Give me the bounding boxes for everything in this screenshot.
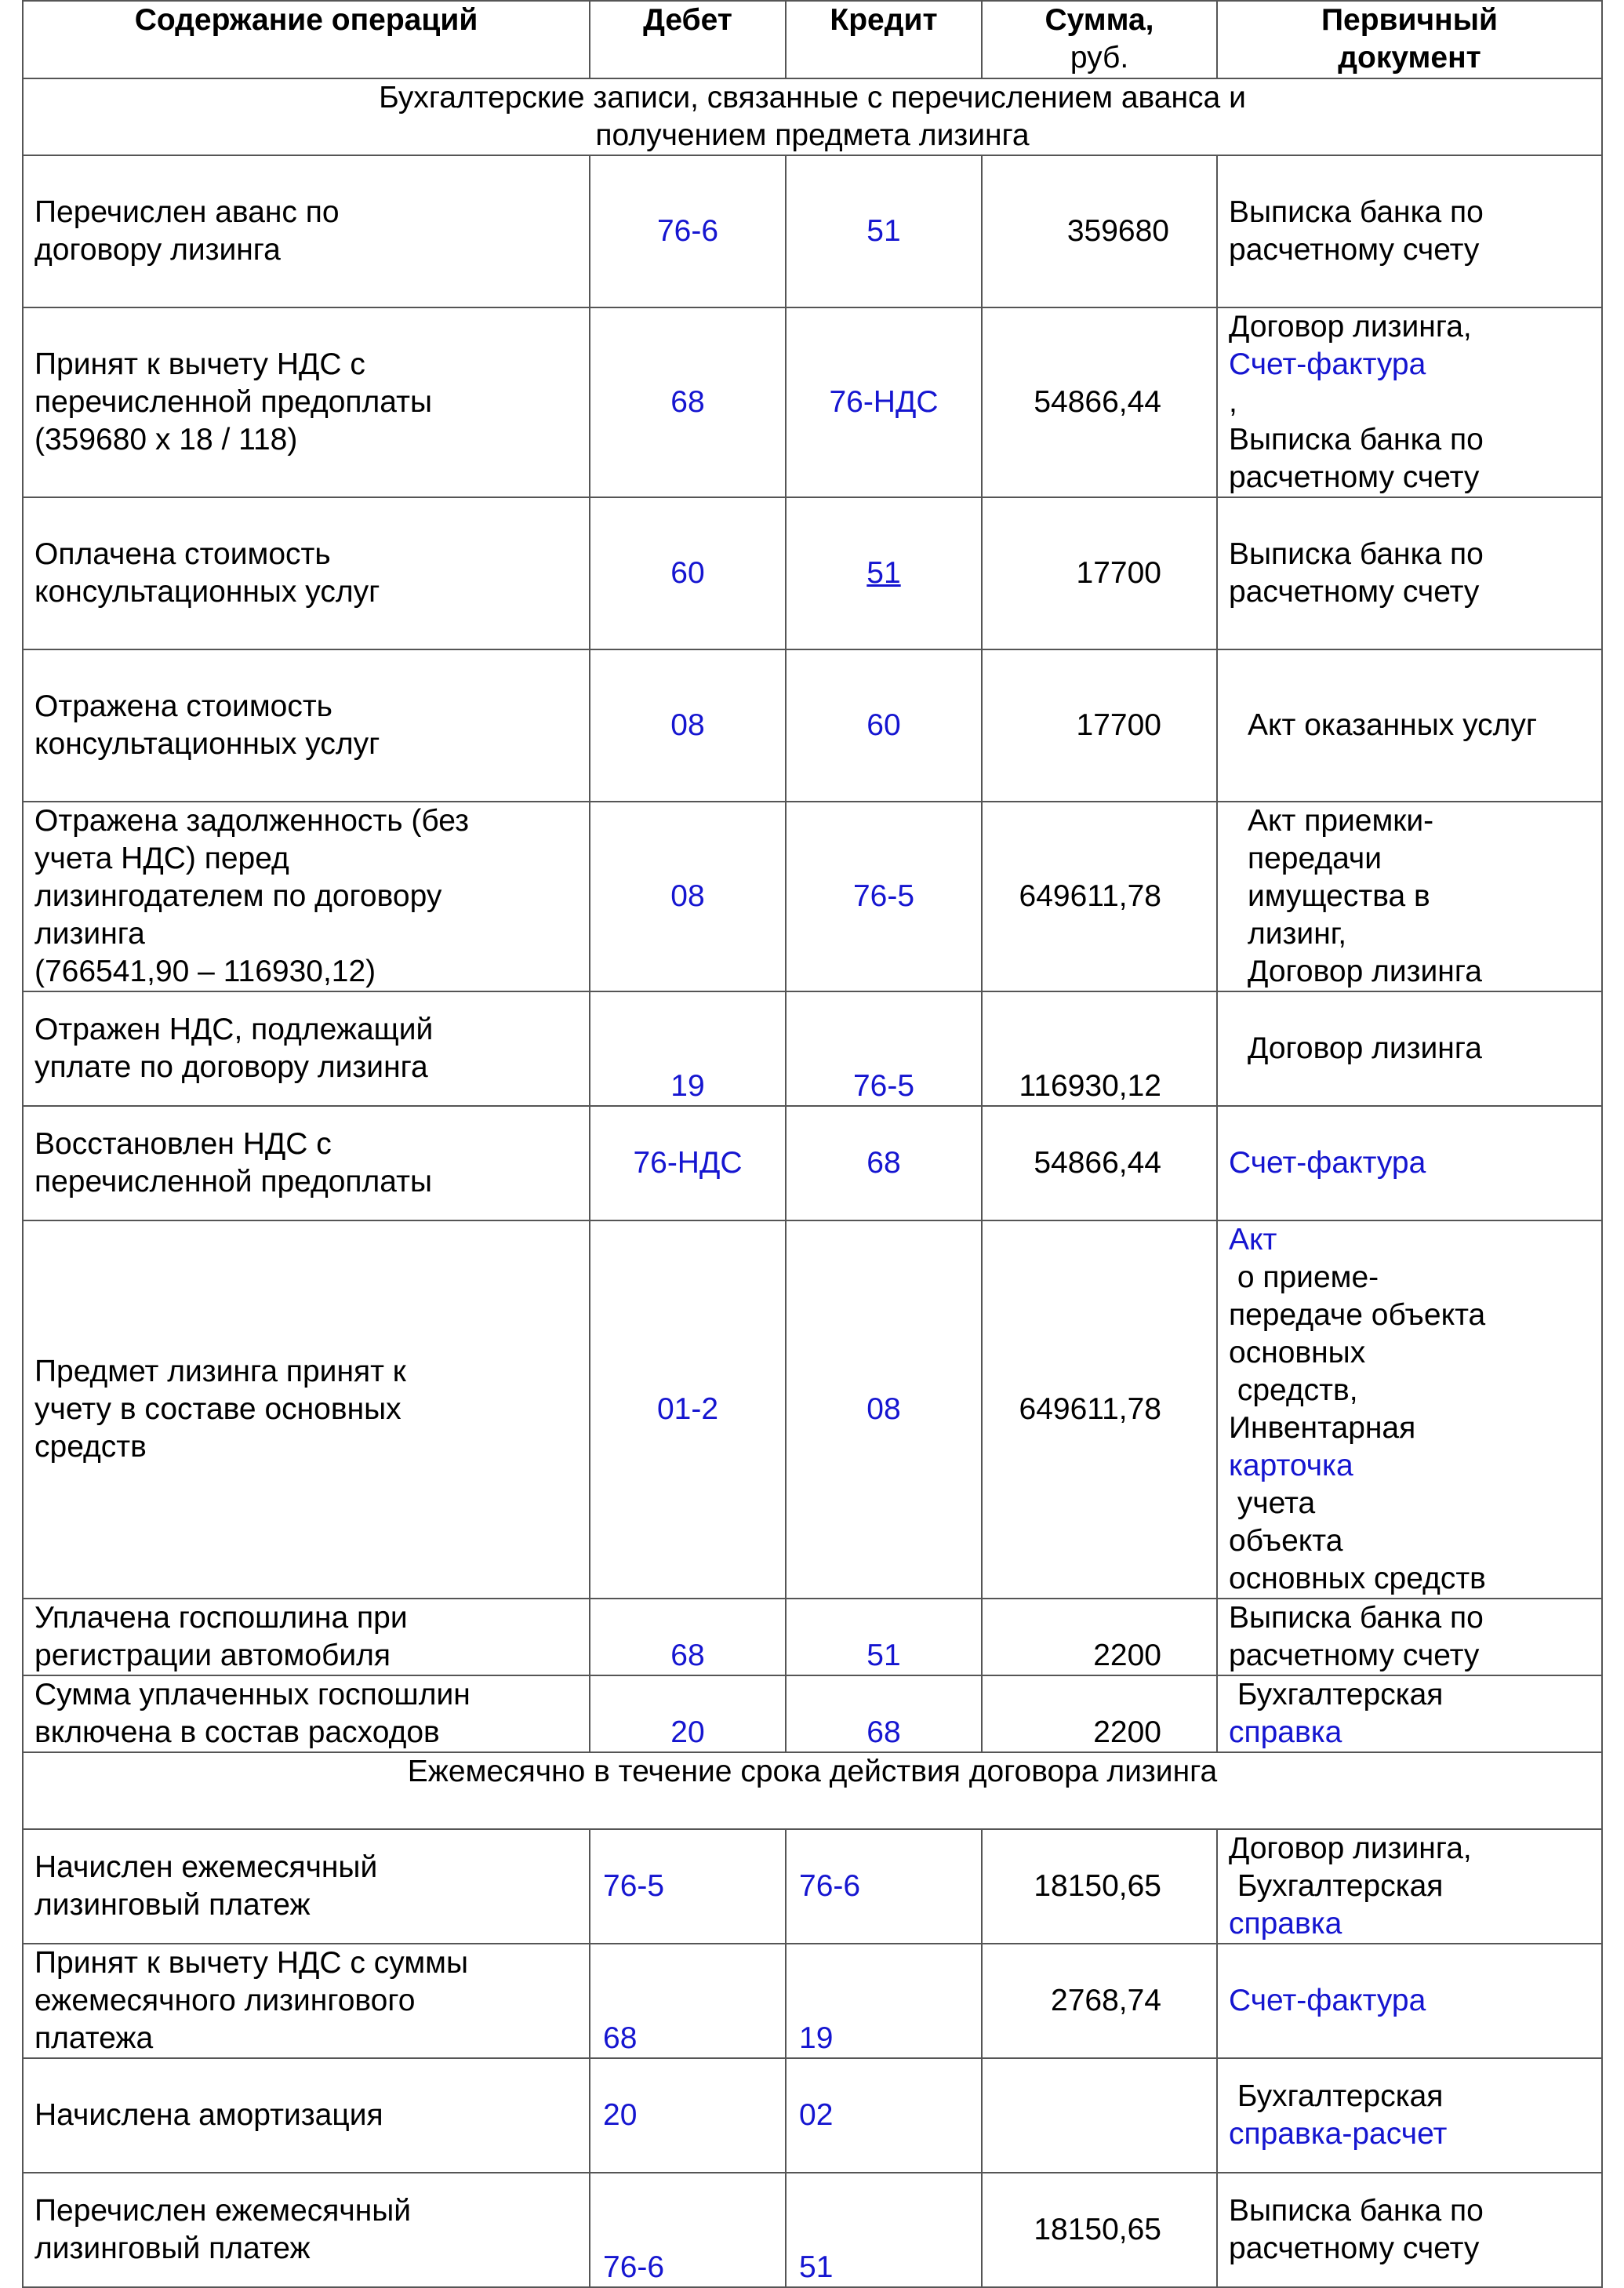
document-line: [1229, 2230, 1590, 2268]
operation-line: уплате по договору лизинга: [35, 1050, 428, 1084]
sum-cell: [982, 1220, 1217, 1599]
credit-account-link[interactable]: 68: [866, 1715, 901, 1749]
document-text: учета: [1229, 1486, 1316, 1520]
document-text: Договор лизинга,: [1229, 310, 1472, 344]
document-cell: [1217, 2058, 1602, 2173]
document-link[interactable]: Счет-фактура: [1229, 1146, 1426, 1180]
operation-line: (766541,90 – 116930,12): [35, 955, 376, 988]
operation-line: платежа: [35, 2021, 154, 2055]
operation-cell: [23, 2173, 590, 2287]
sum-value: 17700: [1076, 708, 1161, 742]
document-text: Выписка банка по: [1229, 423, 1484, 457]
operation-cell: [23, 307, 590, 497]
document-line: [1229, 1410, 1590, 1447]
document-cell: [1217, 497, 1602, 649]
operation-cell: [23, 2058, 590, 2173]
document-cell: [1217, 1220, 1602, 1599]
document-line: [1229, 194, 1590, 231]
operation-cell: [23, 1944, 590, 2058]
document-text: Бухгалтерская: [1229, 2079, 1444, 2113]
document-line: [1248, 915, 1590, 953]
operation-line: Отражен НДС, подлежащий: [35, 1013, 434, 1046]
debit-account-link[interactable]: 19: [670, 1069, 705, 1103]
document-line: [1229, 421, 1590, 459]
table-row: [23, 1220, 1602, 1599]
sum-value: 18150,65: [1034, 2213, 1161, 2246]
operation-cell: [23, 649, 590, 802]
credit-account-link[interactable]: 76-5: [852, 879, 915, 913]
debit-account-link[interactable]: 20: [670, 1715, 705, 1749]
operation-line: Отражена задолженность (без: [35, 804, 469, 838]
credit-account-link[interactable]: 76-НДС: [829, 385, 939, 419]
document-line: [1229, 536, 1590, 573]
table-row: [23, 2058, 1602, 2173]
operation-cell: [23, 1599, 590, 1675]
sum-value: 54866,44: [1034, 385, 1161, 419]
table-row: [23, 802, 1602, 991]
document-text: Договор лизинга: [1248, 1031, 1482, 1065]
document-text: лизинг,: [1248, 917, 1347, 951]
sum-value: 17700: [1076, 556, 1161, 590]
document-text: основных средств: [1229, 1562, 1486, 1595]
document-text: Выписка банка по: [1229, 2194, 1484, 2228]
operation-line: перечисленной предоплаты: [35, 385, 433, 419]
sum-value: 54866,44: [1034, 1146, 1161, 1180]
header-sum: Сумма, руб.: [982, 1, 1217, 78]
debit-cell: [590, 497, 786, 649]
document-text: расчетному счету: [1229, 1639, 1480, 1672]
debit-account-link[interactable]: 08: [670, 708, 705, 742]
debit-cell: [590, 2173, 786, 2287]
document-cell: [1217, 649, 1602, 802]
operation-line: Уплачена госпошлина при: [35, 1601, 408, 1635]
document-text: Инвентарная: [1229, 1411, 1416, 1445]
sum-value: 2768,74: [1051, 1984, 1161, 2017]
credit-cell: [786, 1829, 982, 1944]
document-text: о приеме-: [1229, 1260, 1379, 1294]
document-link[interactable]: Акт: [1229, 1223, 1277, 1257]
document-text: Выписка банка по: [1229, 537, 1484, 571]
document-line: [1229, 1830, 1590, 1868]
sum-cell: [982, 649, 1217, 802]
document-text: средств,: [1229, 1373, 1358, 1407]
document-text: Акт оказанных услуг: [1248, 708, 1538, 742]
document-line: [1229, 1676, 1590, 1714]
section-row-advance: [23, 78, 1602, 155]
debit-cell: [590, 649, 786, 802]
document-text: Бухгалтерская: [1229, 1869, 1444, 1903]
credit-cell: [786, 1106, 982, 1220]
credit-cell: [786, 155, 982, 307]
debit-account-link[interactable]: 76-6: [656, 214, 719, 248]
document-line: [1229, 1868, 1590, 1905]
table-row: [23, 1599, 1602, 1675]
credit-account-link[interactable]: 76-6: [799, 1869, 861, 1903]
credit-account-link[interactable]: 19: [799, 2021, 834, 2055]
sum-cell: [982, 1599, 1217, 1675]
credit-cell: [786, 1944, 982, 2058]
sum-cell: [982, 2173, 1217, 2287]
document-text: расчетному счету: [1229, 575, 1480, 609]
sum-cell: [982, 1829, 1217, 1944]
debit-cell: [590, 1220, 786, 1599]
document-line: [1229, 2115, 1590, 2153]
document-line: [1229, 1599, 1590, 1637]
document-text: Акт приемки-: [1248, 804, 1434, 838]
credit-cell: [786, 802, 982, 991]
credit-account-link[interactable]: 51: [866, 214, 901, 248]
operation-line: перечисленной предоплаты: [35, 1165, 433, 1199]
operation-line: Начислен ежемесячный: [35, 1850, 378, 1884]
sum-cell: [982, 802, 1217, 991]
credit-account-link[interactable]: 51: [866, 556, 901, 590]
operation-line: учету в составе основных: [35, 1392, 401, 1426]
sum-cell: [982, 2058, 1217, 2173]
document-line: [1229, 1714, 1590, 1751]
operation-cell: [23, 1829, 590, 1944]
sum-cell: [982, 1106, 1217, 1220]
operation-line: Оплачена стоимость: [35, 537, 331, 571]
table-body: [23, 78, 1602, 2287]
credit-cell: [786, 1220, 982, 1599]
leasing-entries-table: [22, 0, 1603, 2288]
header-debit: Дебет: [590, 1, 786, 78]
table-row: [23, 1944, 1602, 2058]
document-link[interactable]: справка: [1229, 1907, 1342, 1941]
document-text: Бухгалтерская: [1229, 1678, 1444, 1711]
credit-cell: [786, 497, 982, 649]
document-cell: [1217, 2173, 1602, 2287]
operation-cell: [23, 802, 590, 991]
document-text: расчетному счету: [1229, 460, 1480, 494]
header-primary-document: Первичный документ: [1217, 1, 1602, 78]
debit-account-link[interactable]: 60: [670, 556, 705, 590]
section-heading-monthly: [23, 1752, 1602, 1829]
operation-line: Начислена амортизация: [35, 2098, 383, 2132]
debit-account-link[interactable]: 68: [603, 2021, 638, 2055]
sum-cell: [982, 991, 1217, 1106]
document-line: [1248, 840, 1590, 878]
document-line: [1229, 1144, 1590, 1182]
credit-account-link[interactable]: 51: [799, 2250, 834, 2284]
document-line: [1229, 2192, 1590, 2230]
document-line: [1229, 1637, 1590, 1675]
document-text: передаче объекта: [1229, 1298, 1486, 1332]
sum-cell: [982, 155, 1217, 307]
credit-cell: [786, 1675, 982, 1752]
debit-cell: [590, 1944, 786, 2058]
document-line: [1248, 878, 1590, 915]
operation-line: (359680 х 18 / 118): [35, 423, 298, 457]
document-link[interactable]: карточка: [1229, 1449, 1353, 1482]
document-link[interactable]: справка-расчет: [1229, 2117, 1448, 2151]
operation-line: включена в состав расходов: [35, 1715, 440, 1749]
document-line: [1229, 1522, 1590, 1560]
document-cell: [1217, 155, 1602, 307]
document-cell: [1217, 1675, 1602, 1752]
debit-cell: [590, 155, 786, 307]
operation-cell: [23, 1220, 590, 1599]
operation-line: лизинговый платеж: [35, 1888, 311, 1922]
debit-account-link[interactable]: 01-2: [656, 1392, 719, 1426]
credit-cell: [786, 1599, 982, 1675]
operation-line: Сумма уплаченных госпошлин: [35, 1678, 470, 1711]
header-row: [23, 1, 1602, 78]
operation-line: лизинга: [35, 917, 145, 951]
operation-line: Отражена стоимость: [35, 689, 333, 723]
header-operation: Содержание операций: [23, 1, 590, 78]
document-line: [1229, 1560, 1590, 1598]
document-text: Договор лизинга: [1248, 955, 1482, 988]
operation-line: Принят к вычету НДС с суммы: [35, 1946, 468, 1980]
document-text: Договор лизинга,: [1229, 1831, 1472, 1865]
operation-line: консультационных услуг: [35, 727, 380, 761]
document-link[interactable]: Счет-фактура: [1229, 1984, 1426, 2017]
operation-line: Перечислен аванс по: [35, 195, 340, 229]
document-text: передачи: [1248, 842, 1382, 875]
document-line: [1229, 1372, 1590, 1410]
debit-cell: [590, 1829, 786, 1944]
operation-line: договору лизинга: [35, 233, 281, 267]
debit-account-link[interactable]: 76-НДС: [633, 1146, 743, 1180]
operation-cell: [23, 991, 590, 1106]
sum-value: 116930,12: [1019, 1069, 1161, 1103]
operation-cell: [23, 155, 590, 307]
document-text: расчетному счету: [1229, 2232, 1480, 2265]
operation-line: Принят к вычету НДС с: [35, 347, 365, 381]
document-line: [1248, 802, 1590, 840]
document-line: [1229, 459, 1590, 497]
document-text: имущества в: [1248, 879, 1430, 913]
operation-line: Перечислен ежемесячный: [35, 2194, 412, 2228]
operation-line: Предмет лизинга принят к: [35, 1355, 406, 1388]
credit-account-link[interactable]: 76-5: [852, 1069, 915, 1103]
debit-cell: [590, 1599, 786, 1675]
operation-line: лизинговый платеж: [35, 2232, 311, 2265]
credit-account-link[interactable]: 08: [866, 1392, 901, 1426]
document-line: [1229, 1447, 1590, 1522]
sum-value: 2200: [1093, 1639, 1161, 1672]
document-page: [22, 0, 1601, 2288]
credit-account-link[interactable]: 51: [866, 1639, 901, 1672]
document-cell: [1217, 1944, 1602, 2058]
document-line: [1229, 1905, 1590, 1943]
document-text: Выписка банка по: [1229, 1601, 1484, 1635]
operation-line: лизингодателем по договору: [35, 879, 442, 913]
debit-account-link[interactable]: 20: [603, 2098, 638, 2132]
document-line: [1248, 953, 1590, 991]
debit-cell: [590, 2058, 786, 2173]
document-text: объекта: [1229, 1524, 1343, 1558]
table-row: [23, 155, 1602, 307]
table-row: [23, 307, 1602, 497]
document-line: [1229, 573, 1590, 611]
credit-cell: [786, 307, 982, 497]
table-row: [23, 649, 1602, 802]
sum-cell: [982, 307, 1217, 497]
operation-cell: [23, 1106, 590, 1220]
document-text: расчетному счету: [1229, 233, 1480, 267]
table-row: [23, 1829, 1602, 1944]
operation-line: средств: [35, 1430, 147, 1464]
document-line: [1248, 707, 1590, 744]
document-cell: [1217, 1599, 1602, 1675]
credit-cell: [786, 991, 982, 1106]
document-text: основных: [1229, 1336, 1366, 1370]
header-credit: Кредит: [786, 1, 982, 78]
sum-cell: [982, 497, 1217, 649]
document-line: [1229, 1221, 1590, 1297]
debit-account-link[interactable]: 68: [670, 385, 705, 419]
document-line: [1229, 231, 1590, 269]
credit-account-link[interactable]: 68: [866, 1146, 901, 1180]
document-cell: [1217, 802, 1602, 991]
operation-cell: [23, 1675, 590, 1752]
table-row: [23, 497, 1602, 649]
sum-cell: [982, 1944, 1217, 2058]
operation-line: регистрации автомобиля: [35, 1639, 391, 1672]
section-heading-advance: Бухгалтерские записи, связанные с перечислением аванса и получением предмета лизинга: [23, 78, 1602, 155]
document-cell: [1217, 991, 1602, 1106]
debit-cell: [590, 991, 786, 1106]
sum-value: 18150,65: [1034, 1869, 1161, 1903]
table-row: [23, 2173, 1602, 2287]
document-link[interactable]: справка: [1229, 1715, 1342, 1749]
debit-cell: [590, 802, 786, 991]
document-line: [1229, 1982, 1590, 2020]
credit-cell: [786, 2173, 982, 2287]
document-text: ,: [1229, 385, 1237, 419]
sum-value: 649611,78: [1019, 879, 1161, 913]
table-row: [23, 991, 1602, 1106]
document-line: [1229, 308, 1590, 346]
operation-line: ежемесячного лизингового: [35, 1984, 416, 2017]
credit-cell: [786, 2058, 982, 2173]
operation-line: консультационных услуг: [35, 575, 380, 609]
document-line: [1229, 2078, 1590, 2115]
sum-value: 2200: [1093, 1715, 1161, 1749]
table-row: [23, 1106, 1602, 1220]
operation-line: Восстановлен НДС с: [35, 1127, 332, 1161]
document-line: [1248, 1030, 1590, 1068]
document-cell: [1217, 1106, 1602, 1220]
credit-account-link[interactable]: 60: [866, 708, 901, 742]
document-cell: [1217, 1829, 1602, 1944]
debit-account-link[interactable]: 68: [670, 1639, 705, 1672]
credit-cell: [786, 649, 982, 802]
document-cell: [1217, 307, 1602, 497]
debit-account-link[interactable]: 76-6: [603, 2250, 665, 2284]
document-line: [1229, 1334, 1590, 1372]
document-text: Выписка банка по: [1229, 195, 1484, 229]
debit-cell: [590, 307, 786, 497]
section-heading-text: Ежемесячно в течение срока действия договора лизинга: [407, 1755, 1218, 1788]
sum-value: 359680: [1066, 214, 1169, 248]
debit-cell: [590, 1106, 786, 1220]
sum-cell: [982, 1675, 1217, 1752]
table-row: [23, 1675, 1602, 1752]
document-link[interactable]: Счет-фактура: [1229, 347, 1426, 381]
debit-cell: [590, 1675, 786, 1752]
section-row-monthly: [23, 1752, 1602, 1829]
debit-account-link[interactable]: 08: [670, 879, 705, 913]
document-line: [1229, 346, 1590, 421]
debit-account-link[interactable]: 76-5: [603, 1869, 665, 1903]
document-line: [1229, 1297, 1590, 1334]
operation-cell: [23, 497, 590, 649]
operation-line: учета НДС) перед: [35, 842, 289, 875]
credit-account-link[interactable]: 02: [799, 2098, 834, 2132]
sum-value: 649611,78: [1019, 1392, 1161, 1426]
